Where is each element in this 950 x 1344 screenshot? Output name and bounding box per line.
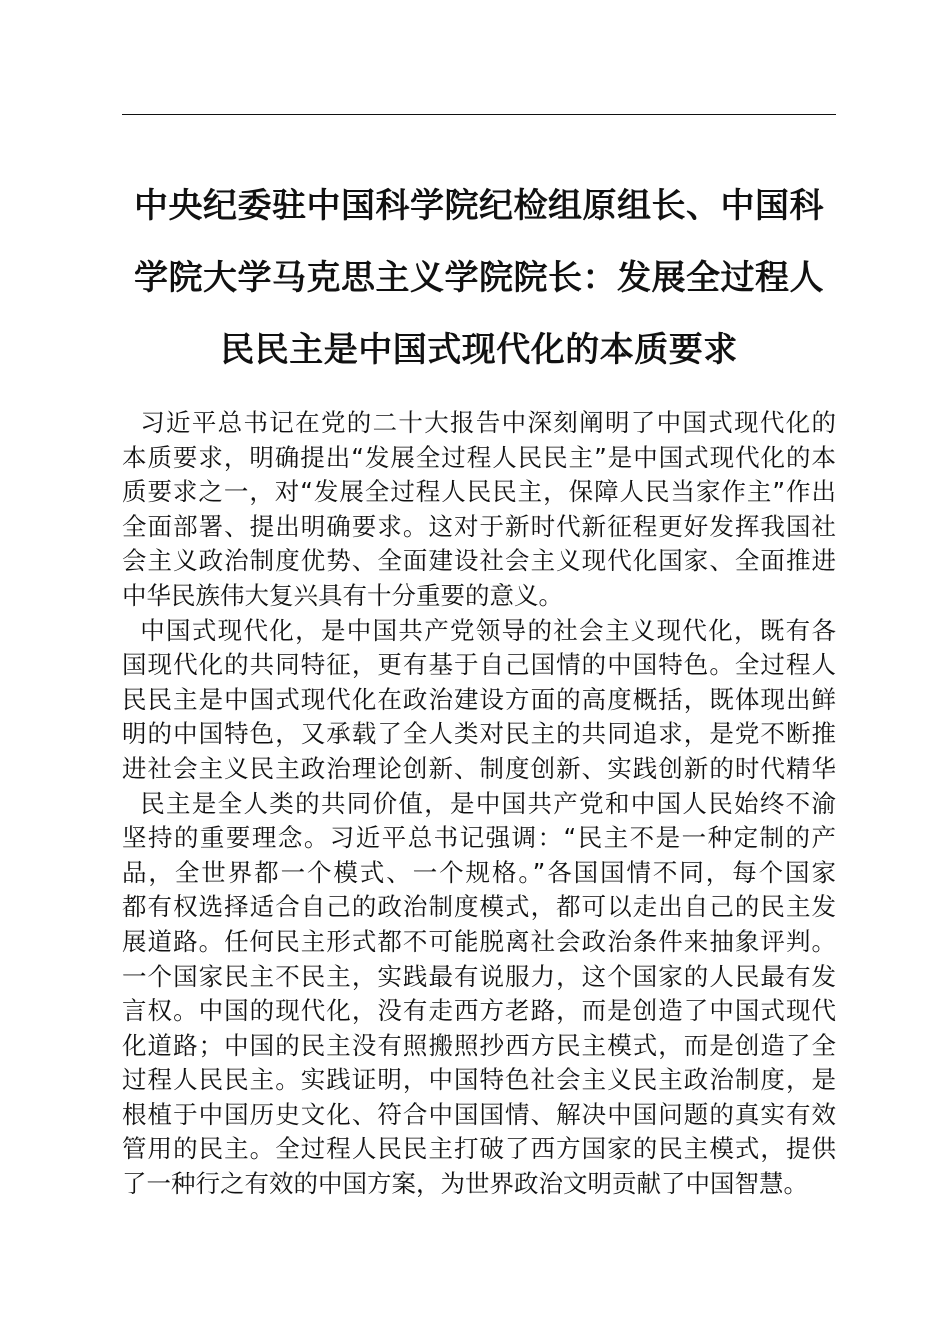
paragraph-line: 明的中国特色，又承载了全人类对民主的共同追求，是党不断推 <box>122 719 836 749</box>
paragraph-line: 民民主是中国式现代化在政治建设方面的高度概括，既体现出鲜 <box>122 684 836 714</box>
paragraph-line: 进社会主义民主政治理论创新、制度创新、实践创新的时代精华 <box>122 753 836 783</box>
paragraph-3 <box>122 787 836 1202</box>
article-body <box>122 406 836 1202</box>
paragraph-line: 国现代化的共同特征，更有基于自己国情的中国特色。全过程人 <box>122 650 836 680</box>
paragraph-line: 化道路；中国的民主没有照搬照抄西方民主模式，而是创造了全 <box>122 1030 836 1060</box>
paragraph-line: 民主是全人类的共同价值，是中国共产党和中国人民始终不渝 <box>122 788 836 818</box>
title-line-3: 民民主是中国式现代化的本质要求 <box>220 330 738 370</box>
paragraph-line: 中华民族伟大复兴具有十分重要的意义。 <box>122 580 563 610</box>
paragraph-line: 展道路。任何民主形式都不可能脱离社会政治条件来抽象评判。 <box>122 926 836 956</box>
title-line-2: 学院大学马克思主义学院院长：发展全过程人 <box>134 258 824 298</box>
paragraph-line: 质要求之一，对“发展全过程人民民主，保障人民当家作主”作出 <box>122 477 836 507</box>
paragraph-line: 习近平总书记在党的二十大报告中深刻阐明了中国式现代化的 <box>122 408 836 437</box>
article-title <box>122 170 836 386</box>
paragraph-line: 中国式现代化，是中国共产党领导的社会主义现代化，既有各 <box>122 615 836 645</box>
paragraph-line: 了一种行之有效的中国方案，为世界政治文明贡献了中国智慧。 <box>122 1169 808 1199</box>
paragraph-line: 一个国家民主不民主，实践最有说服力，这个国家的人民最有发 <box>122 961 836 991</box>
paragraph-line: 根植于中国历史文化、符合中国国情、解决中国问题的真实有效 <box>122 1099 836 1129</box>
paragraph-line: 坚持的重要理念。习近平总书记强调：“民主不是一种定制的产 <box>122 823 836 853</box>
paragraph-line: 全面部署、提出明确要求。这对于新时代新征程更好发挥我国社 <box>122 511 836 541</box>
title-line-1: 中央纪委驻中国科学院纪检组原组长、中国科 <box>134 186 824 226</box>
paragraph-line: 言权。中国的现代化，没有走西方老路，而是创造了中国式现代 <box>122 996 836 1026</box>
paragraph-line: 都有权选择适合自己的政治制度模式，都可以走出自己的民主发 <box>122 892 836 922</box>
paragraph-line: 品，全世界都一个模式、一个规格。”各国国情不同，每个国家 <box>122 857 836 887</box>
paragraph-2 <box>122 614 836 787</box>
paragraph-line: 管用的民主。全过程人民民主打破了西方国家的民主模式，提供 <box>122 1134 836 1164</box>
paragraph-line: 过程人民民主。实践证明，中国特色社会主义民主政治制度，是 <box>122 1065 836 1095</box>
paragraph-line: 会主义政治制度优势、全面建设社会主义现代化国家、全面推进 <box>122 546 836 576</box>
paragraph-1 <box>122 406 836 614</box>
header-rule <box>122 114 836 115</box>
paragraph-line: 本质要求，明确提出“发展全过程人民民主”是中国式现代化的本 <box>122 442 836 472</box>
